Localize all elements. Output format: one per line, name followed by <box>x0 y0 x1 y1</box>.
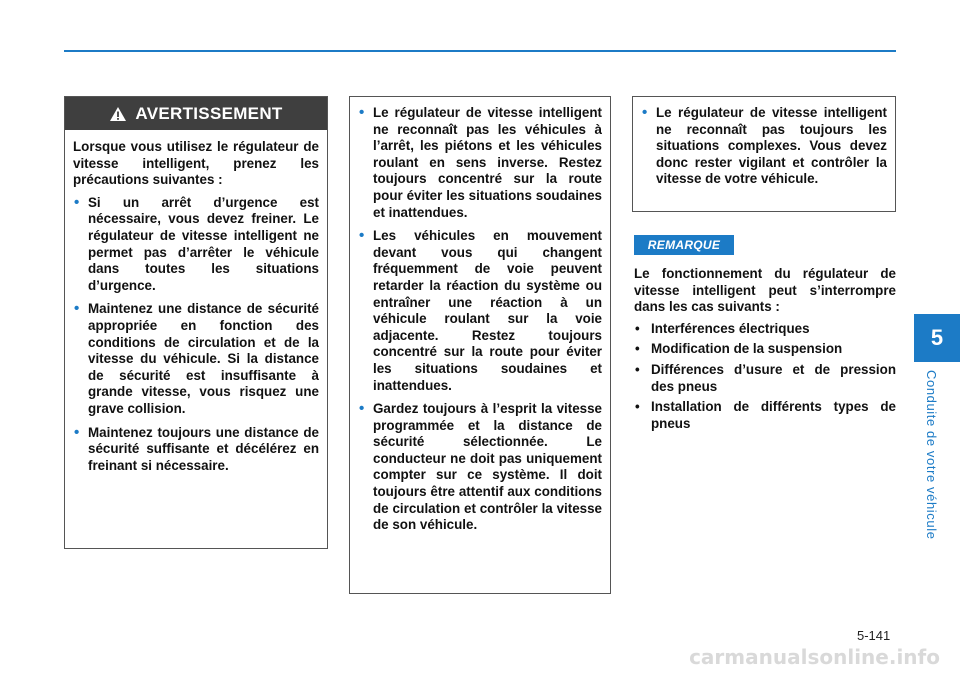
warning-triangle-icon <box>109 106 127 122</box>
warning-item: • Les véhicules en mouvement devant vous qui changent fréquemment de voie peuvent retarder la réaction du système ou entraîner une réaction à un véhicule roulant sur la voie adjacente. Restez toujours concentré sur la route pour éviter les situations soudaines et inattendues. <box>358 228 602 394</box>
page-number: 5-141 <box>857 628 891 643</box>
warning-header <box>65 97 327 130</box>
warning-intro: Lorsque vous utilisez le régulateur de vitesse intelligent, prenez les précautions suivantes : <box>73 139 319 188</box>
remarque-item: • Interférences électriques <box>634 321 896 338</box>
warning-title: AVERTISSEMENT <box>135 103 283 123</box>
remarque-intro: Le fonctionnement du régulateur de vitesse intelligent peut s’interrompre dans les cas suivants : <box>634 266 896 315</box>
warning-item: • Maintenez toujours une distance de sécurité suffisante et décélérez en freinant si nécessaire. <box>73 425 319 475</box>
warning-continued-box <box>349 96 611 594</box>
warning-item: • Maintenez une distance de sécurité appropriée en fonction des conditions de circulation et de la vitesse du véhicule. Si la distance de sécurité est insuffisante à grande vitesse, vous risquez une grave collision. <box>73 301 319 417</box>
remarque-label: REMARQUE <box>634 235 734 255</box>
chapter-title: Conduite de votre véhicule <box>924 370 939 540</box>
warning-item: • Le régulateur de vitesse intelligent ne reconnaît pas les véhicules à l’arrêt, les piétons et les véhicules roulant en sens inverse. Restez toujours concentré sur la route pour éviter les situations soudaines et inattendues. <box>358 105 602 221</box>
warning-box <box>64 96 328 549</box>
top-rule <box>64 50 896 52</box>
warning-item: • Gardez toujours à l’esprit la vitesse programmée et la distance de sécurité sélectionnée. Le conducteur ne doit pas uniquement compter sur ce système. Il doit toujours être attentif aux conditions de circulation et contrôler la vitesse de son véhicule. <box>358 401 602 534</box>
chapter-tab: 5 <box>914 314 960 362</box>
remarque-item: • Modification de la suspension <box>634 341 896 358</box>
warning-item: • Le régulateur de vitesse intelligent ne reconnaît pas toujours les situations complexes. Vous devez donc rester vigilant et contrôler la vitesse de votre véhicule. <box>641 105 887 188</box>
warning-item: • Si un arrêt d’urgence est nécessaire, vous devez freiner. Le régulateur de vitesse intelligent ne permet pas d’arrêter le véhicule dans toutes les situations d’urgence. <box>73 195 319 295</box>
remarque-item: • Différences d’usure et de pression des pneus <box>634 362 896 395</box>
remarque-note <box>634 266 896 436</box>
watermark-bottom: carmanualsonline.info <box>689 645 940 669</box>
warning-continued-box-right <box>632 96 896 212</box>
remarque-item: • Installation de différents types de pneus <box>634 399 896 432</box>
